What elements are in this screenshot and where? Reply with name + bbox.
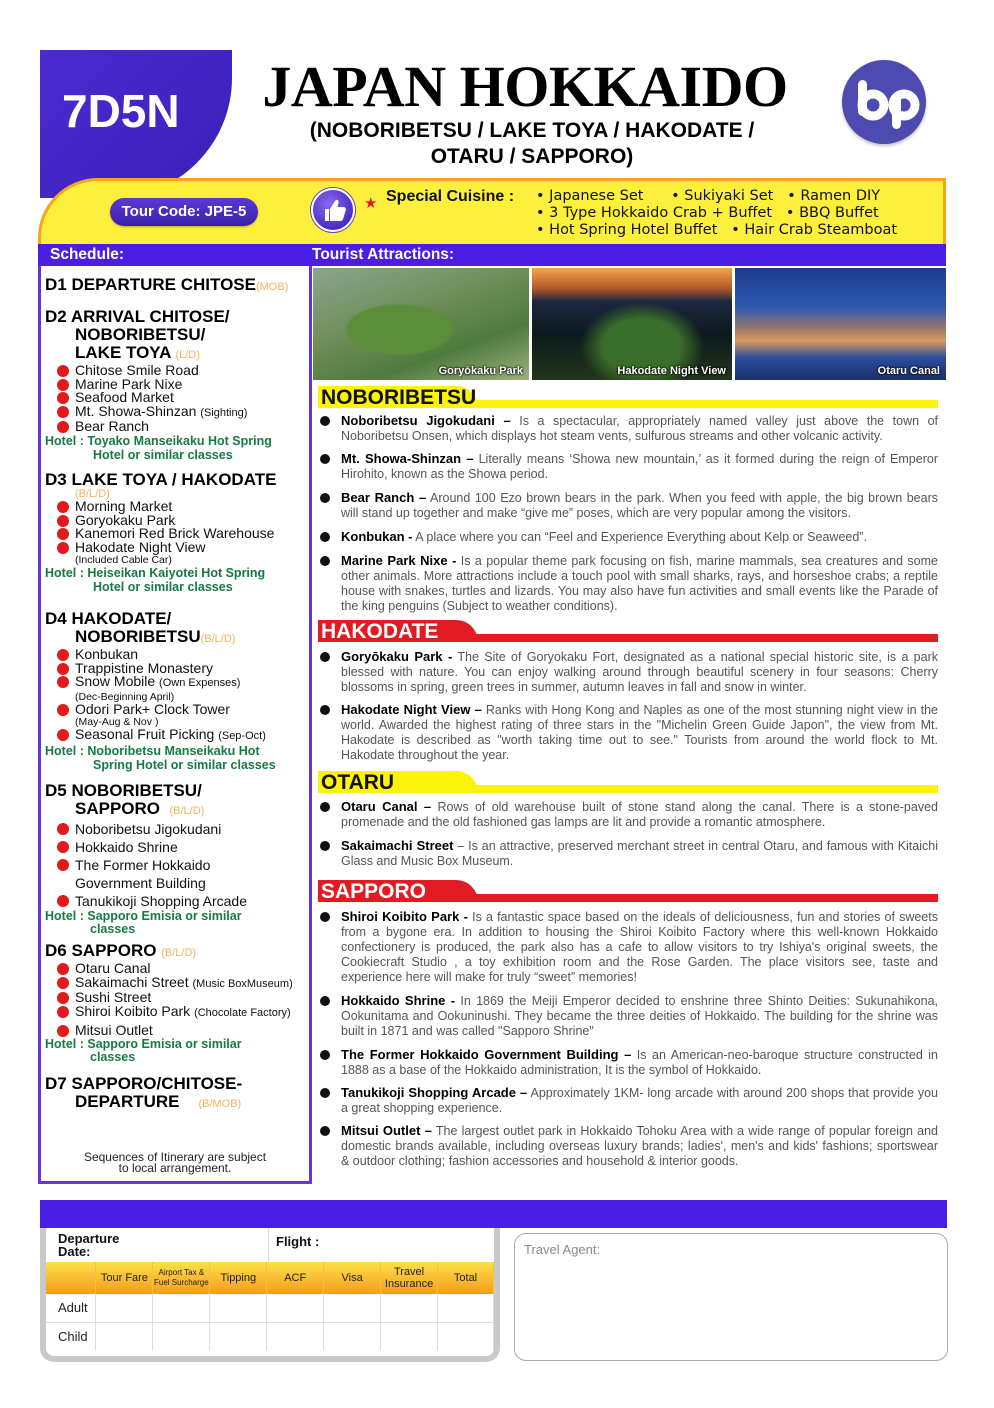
hotel-info: Hotel : Heiseikan Kaiyotei Hot Spring Hotel or similar classes bbox=[45, 566, 266, 594]
duration-badge bbox=[40, 50, 232, 198]
price-cell[interactable] bbox=[438, 1294, 494, 1322]
bullet-icon bbox=[320, 454, 330, 464]
price-cell[interactable] bbox=[267, 1294, 324, 1322]
cuisine-list bbox=[536, 188, 897, 239]
item-note: (Included Cable Car) bbox=[75, 554, 172, 566]
bullet-icon bbox=[320, 841, 330, 851]
red-bullet-icon bbox=[57, 895, 69, 907]
attraction-entry: Marine Park Nixe - Is a popular theme park focusing on fish, marine mammals, sea creatures and some other animals. More attractions include a touch pool with small sharks, rays, and horseshoe crabs; a reptile house with snakes, turtles and lizards. You may also have fun activities and small events like the Parade of the king penguins (Subject to weather conditions). bbox=[320, 553, 938, 614]
hotel-info: Hotel : Sapporo Emisia or similar classes bbox=[45, 909, 242, 936]
day-title: D1 DEPARTURE CHITOSE(MOB) bbox=[45, 275, 289, 294]
price-cell[interactable] bbox=[153, 1294, 210, 1322]
red-bullet-icon bbox=[57, 528, 69, 540]
meal-code: (L/D) bbox=[175, 349, 200, 361]
footer-bar bbox=[40, 1200, 947, 1228]
thumbs-up-icon bbox=[311, 188, 355, 232]
itinerary-item: Morning Market bbox=[45, 500, 313, 514]
subtitle-line-1: (NOBORIBETSU / LAKE TOYA / HAKODATE / bbox=[309, 119, 755, 142]
section-heading-sapporo: SAPPORO bbox=[318, 880, 938, 904]
attraction-entry: Shiroi Koibito Park - Is a fantastic space based on the ideals of deliciousness, fun and stories of sweets from a bygone era. In addition to housing the Shiroi Koibito Factory where this well-known Hokkaido confectionery is produced, the park also has a cafe to allow visitors to try Ishiya's original sweets, the Cookiecraft Studio , a toy exhibition room and the Rose Garden. The place visitors see, taste and experience here will make for truly “sweet” memories! bbox=[320, 909, 938, 985]
itinerary-item: Otaru Canal bbox=[45, 962, 313, 976]
bullet-icon bbox=[320, 705, 330, 715]
itinerary-item: Shiroi Koibito Park (Chocolate Factory) bbox=[45, 1005, 313, 1021]
red-bullet-icon bbox=[57, 729, 69, 741]
bullet-icon bbox=[320, 493, 330, 503]
red-bullet-icon bbox=[57, 992, 69, 1004]
attraction-entry: Noboribetsu Jigokudani – Is a spectacular, appropriately named valley just above the town of Noboribetsu Onsen, which displays hot steam vents, sulfurous streams and other volcanic activity. bbox=[320, 413, 938, 444]
cuisine-line: • 3 Type Hokkaido Crab + Buffet • BBQ Buffet bbox=[536, 205, 879, 221]
day-title: D4 HAKODATE/ NOBORIBETSU(B/L/D) bbox=[45, 609, 236, 646]
red-bullet-icon bbox=[57, 421, 69, 433]
hotel-info: Hotel : Sapporo Emisia or similar classes bbox=[45, 1036, 242, 1064]
departure-date-field[interactable]: Departure Date: bbox=[58, 1231, 120, 1259]
itinerary-item: Chitose Smile Road bbox=[45, 364, 313, 378]
row-label: Adult bbox=[46, 1294, 96, 1322]
day-2 bbox=[45, 308, 313, 462]
red-bullet-icon bbox=[57, 542, 69, 554]
red-bullet-icon bbox=[57, 501, 69, 513]
red-bullet-icon bbox=[57, 963, 69, 975]
bullet-icon bbox=[320, 912, 330, 922]
itinerary-item: The Former Hokkaido Government Building bbox=[45, 856, 313, 892]
red-bullet-icon bbox=[57, 392, 69, 404]
price-cell[interactable] bbox=[267, 1322, 324, 1350]
table-row bbox=[46, 1322, 494, 1350]
table-row bbox=[46, 1294, 494, 1322]
day-title: D7 SAPPORO/CHITOSE- DEPARTURE (B/MOB) bbox=[45, 1074, 243, 1111]
red-bullet-icon bbox=[57, 663, 69, 675]
itinerary-item: Hokkaido Shrine bbox=[45, 838, 313, 856]
column-header: ACF bbox=[267, 1262, 324, 1294]
column-header: Travel Insurance bbox=[381, 1262, 438, 1294]
goryokaku-park-photo: Goryōkaku Park bbox=[313, 268, 529, 380]
duration-text: 7D5N bbox=[62, 85, 180, 137]
cuisine-line: • Hot Spring Hotel Buffet • Hair Crab Steamboat bbox=[536, 222, 898, 238]
itinerary-item: Seafood Market bbox=[45, 391, 313, 405]
column-header: Tipping bbox=[210, 1262, 267, 1294]
red-bullet-icon bbox=[57, 859, 69, 871]
price-cell[interactable] bbox=[210, 1294, 267, 1322]
section-heading-hakodate: HAKODATE bbox=[318, 620, 938, 644]
item-note: (Dec-Beginning April) bbox=[75, 690, 175, 703]
price-table bbox=[46, 1262, 494, 1350]
day-title: D3 LAKE TOYA / HAKODATE bbox=[45, 470, 277, 489]
red-bullet-icon bbox=[57, 1025, 69, 1037]
bullet-icon bbox=[320, 556, 330, 566]
meal-code: (B/L/D) bbox=[169, 805, 205, 817]
price-cell[interactable] bbox=[381, 1294, 438, 1322]
bullet-icon bbox=[320, 802, 330, 812]
column-header: Airport Tax & Fuel Surcharge bbox=[153, 1262, 210, 1294]
day-title: D5 NOBORIBETSU/ SAPPORO (B/L/D) bbox=[45, 781, 205, 818]
attractions-heading: Tourist Attractions: bbox=[312, 246, 455, 263]
price-table-header bbox=[46, 1262, 494, 1294]
attraction-entry: The Former Hokkaido Government Building – Is an American-neo-baroque structure constructed in 1888 as a base of the Hokkaido administration, It is the symbol of Hokkaido. bbox=[320, 1047, 938, 1078]
bp-logo-icon bbox=[842, 60, 926, 144]
travel-agent-box[interactable] bbox=[514, 1233, 948, 1361]
tour-code-pill: Tour Code: JPE-5 bbox=[110, 198, 258, 226]
price-cell[interactable] bbox=[96, 1294, 153, 1322]
bullet-icon bbox=[320, 996, 330, 1006]
attraction-entry: Otaru Canal – Rows of old warehouse built of stone stand along the canal. There is a stone-paved promenade and the old fashioned gas lamps are lit and provide a romantic atmosphere. bbox=[320, 799, 938, 830]
section-header-bar bbox=[38, 244, 946, 266]
attraction-entry: Konbukan - A place where you can “Feel and Experience Everything about Kelp or Seaweed”. bbox=[320, 529, 938, 545]
bullet-icon bbox=[320, 532, 330, 542]
cuisine-line: • Japanese Set • Sukiyaki Set • Ramen DIY bbox=[536, 188, 881, 204]
pricing-form bbox=[40, 1228, 500, 1362]
otaru-canal-photo: Otaru Canal bbox=[735, 268, 946, 380]
red-bullet-icon bbox=[57, 841, 69, 853]
price-cell[interactable] bbox=[96, 1322, 153, 1350]
meal-code: (B/L/D) bbox=[200, 633, 236, 645]
travel-agent-label: Travel Agent: bbox=[524, 1242, 601, 1257]
column-header: Tour Fare bbox=[96, 1262, 153, 1294]
price-cell[interactable] bbox=[381, 1322, 438, 1350]
row-label: Child bbox=[46, 1322, 96, 1350]
itinerary-item: Noboribetsu Jigokudani bbox=[45, 820, 313, 838]
itinerary-disclaimer: Sequences of Itinerary are subject to local arrangement. bbox=[83, 1150, 267, 1175]
special-cuisine-label: Special Cuisine : bbox=[386, 188, 515, 205]
red-bullet-icon bbox=[57, 365, 69, 377]
attraction-entry: Mt. Showa-Shinzan – Literally means ‘Showa new mountain,’ as it formed during the reign of Emperor Hirohito, known as the Showa period. bbox=[320, 451, 938, 482]
itinerary-item: Konbukan bbox=[45, 648, 313, 662]
column-header: Total bbox=[438, 1262, 494, 1294]
day-title: D2 ARRIVAL CHITOSE/ NOBORIBETSU/ LAKE TOYA (L/D) bbox=[45, 307, 230, 362]
itinerary-item: Sakaimachi Street (Music BoxMuseum) bbox=[45, 976, 313, 992]
flight-field[interactable]: Flight : bbox=[276, 1234, 320, 1249]
itinerary-item: Sushi Street bbox=[45, 991, 313, 1005]
photo-strip bbox=[313, 268, 946, 380]
meal-code: (B/L/D) bbox=[75, 488, 110, 500]
hotel-info: Hotel : Toyako Manseikaku Hot Spring Hotel or similar classes bbox=[45, 433, 272, 462]
bullet-icon bbox=[320, 416, 330, 426]
bullet-icon bbox=[320, 1050, 330, 1060]
attraction-entry: Sakaimachi Street – Is an attractive, preserved merchant street in central Otaru, and famous with Kitaichi Glass and Music Box Museum. bbox=[320, 838, 938, 869]
page-subtitle bbox=[262, 118, 802, 170]
red-bullet-icon bbox=[57, 515, 69, 527]
hotel-info: Hotel : Noboribetsu Manseikaku Hot Spring Hotel or similar classes bbox=[45, 743, 276, 772]
star-icon: ★ bbox=[364, 195, 378, 212]
red-bullet-icon bbox=[57, 704, 69, 716]
itinerary-item: Marine Park Nixe bbox=[45, 378, 313, 392]
day-4 bbox=[45, 610, 313, 772]
itinerary-item: Bear Ranch bbox=[45, 420, 313, 434]
attraction-entry: Hokkaido Shrine - In 1869 the Meiji Emperor decided to enshrine three Shinto Deities: Sukunahikona, Ookunitama and Ookuninushi. They became the three deities of Hokkaido. The building for the shrine was built in 1871 and was called "Sapporo Shrine" bbox=[320, 993, 938, 1039]
red-bullet-icon bbox=[57, 379, 69, 391]
day-6 bbox=[45, 942, 313, 1064]
column-header: Visa bbox=[324, 1262, 381, 1294]
price-cell[interactable] bbox=[153, 1322, 210, 1350]
red-bullet-icon bbox=[57, 823, 69, 835]
schedule-heading: Schedule: bbox=[50, 246, 125, 263]
section-heading-otaru: OTARU bbox=[318, 771, 938, 795]
attraction-entry: Bear Ranch – Around 100 Ezo brown bears in the park. When you feed with apple, the big brown bears will stand up together and make “give me” poses, which are very popular among the visitors. bbox=[320, 490, 938, 521]
red-bullet-icon bbox=[57, 406, 69, 418]
attraction-entry: Tanukikoji Shopping Arcade – Approximately 1KM- long arcade with around 200 shops that provide you a great shopping experience. bbox=[320, 1085, 938, 1116]
itinerary-item: Odori Park+ Clock Tower bbox=[45, 703, 313, 717]
red-bullet-icon bbox=[57, 977, 69, 989]
page-title: JAPAN HOKKAIDO bbox=[262, 54, 788, 119]
price-cell[interactable] bbox=[324, 1294, 381, 1322]
red-bullet-icon bbox=[57, 1006, 69, 1018]
item-note: (May-Aug & Nov ) bbox=[75, 716, 159, 728]
day-title: D6 SAPPORO (B/L/D) bbox=[45, 941, 197, 960]
attraction-entry: Hakodate Night View – Ranks with Hong Kong and Naples as one of the most stunning night view in the world. Awarded the highest rating of three stars in the "Michelin Green Guide Japon", the view from Mt. Hakodate is described as "worth taking time out to see." Tourists from around the world flock to Mt. Hakodate throughout the year. bbox=[320, 702, 938, 763]
day-7 bbox=[45, 1075, 313, 1113]
itinerary-item: Kanemori Red Brick Warehouse bbox=[45, 527, 313, 541]
itinerary-item: Seasonal Fruit Picking (Sep-Oct) bbox=[45, 728, 313, 744]
itinerary-item: Mitsui Outlet bbox=[45, 1024, 313, 1038]
meal-code: (B/MOB) bbox=[198, 1098, 242, 1110]
price-cell[interactable] bbox=[438, 1322, 494, 1350]
bullet-icon bbox=[320, 1088, 330, 1098]
schedule-panel bbox=[38, 266, 312, 1184]
subtitle-line-2: OTARU / SAPPORO) bbox=[430, 145, 634, 168]
itinerary-item: Tanukikoji Shopping Arcade bbox=[45, 892, 313, 910]
hakodate-night-view-photo: Hakodate Night View bbox=[532, 268, 732, 380]
attraction-entry: Goryōkaku Park - The Site of Goryokaku Fort, designated as a national special historic site, is a park blessed with nature. You can enjoy walking around through beautiful scenery in four seasons: Cherry blossoms in spring, green trees in summer, autumn leaves in fall and snow in winter. bbox=[320, 649, 938, 695]
bullet-icon bbox=[320, 652, 330, 662]
attraction-entry: Mitsui Outlet – The largest outlet park in Hokkaido Tohoku Area with a wide range of popular foreign and domestic brands available, including overseas luxury brands; ladies', men's and kids' fashions; sportswear & outdoor clothing; fashion accessories and household & interior goods. bbox=[320, 1123, 938, 1169]
bullet-icon bbox=[320, 1126, 330, 1136]
red-bullet-icon bbox=[57, 649, 69, 661]
price-cell[interactable] bbox=[210, 1322, 267, 1350]
meal-code: (MOB) bbox=[255, 281, 289, 293]
day-5 bbox=[45, 782, 313, 936]
itinerary-item: Trappistine Monastery bbox=[45, 662, 313, 676]
itinerary-item: Mt. Showa-Shinzan (Sighting) bbox=[45, 405, 313, 421]
red-bullet-icon bbox=[57, 676, 69, 688]
meal-code: (B/L/D) bbox=[161, 947, 197, 959]
itinerary-item: Snow Mobile (Own Expenses) bbox=[45, 675, 313, 691]
section-heading-noboribetsu: NOBORIBETSU bbox=[318, 386, 938, 410]
itinerary-item: Hakodate Night View bbox=[45, 541, 313, 555]
day-3 bbox=[45, 471, 313, 594]
day-1 bbox=[45, 276, 313, 296]
price-cell[interactable] bbox=[324, 1322, 381, 1350]
itinerary-item: Goryokaku Park bbox=[45, 514, 313, 528]
